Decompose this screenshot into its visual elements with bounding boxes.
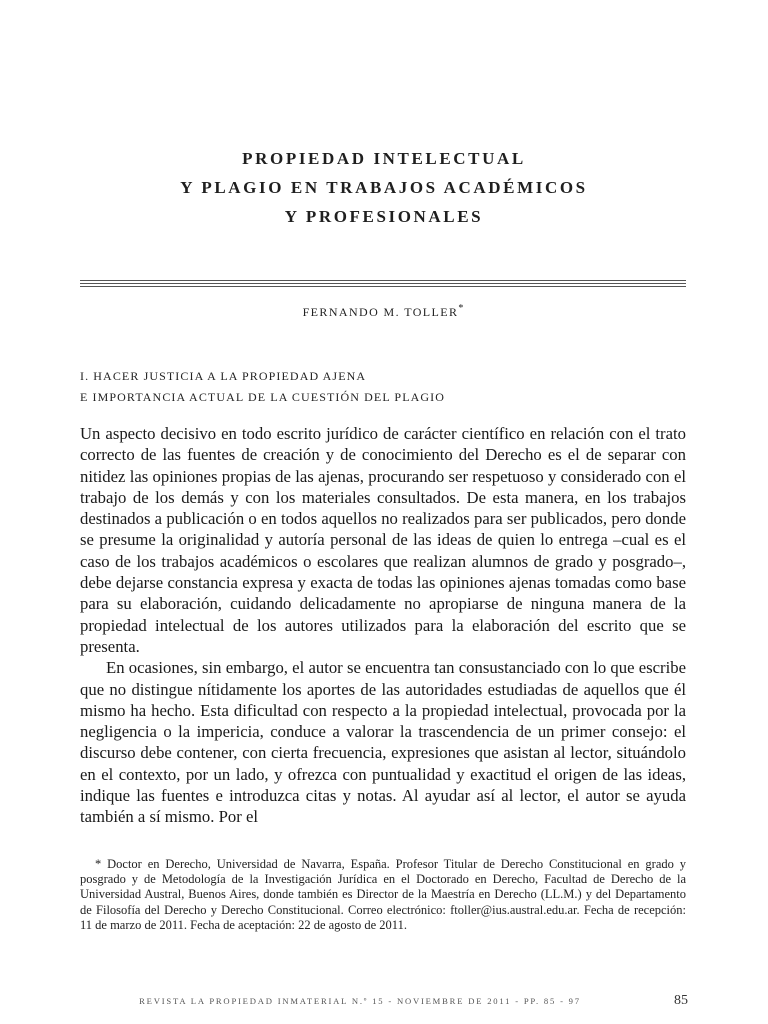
title-rule-1 [80, 280, 686, 281]
author-byline [80, 303, 686, 320]
title-line-1: PROPIEDAD INTELECTUAL [242, 149, 526, 168]
title-rule-2 [80, 283, 686, 284]
section-heading-line-2: E IMPORTANCIA ACTUAL DE LA CUESTIÓN DEL PLAGIO [80, 390, 446, 404]
running-footer: REVISTA LA PROPIEDAD INMATERIAL N.º 15 - NOVIEMBRE DE 2011 - PP. 85 - 97 [139, 996, 581, 1006]
footnote [80, 857, 686, 933]
section-heading [80, 366, 686, 408]
paragraph-2: En ocasiones, sin embargo, el autor se encuentra tan consustanciado con lo que escribe que no distingue nítidamente los aportes de las autoridades estudiadas de aquellos que él mismo ha hecho. Esta dificultad con respecto a la propiedad intelectual, provocada por la negligencia o la impericia, conduce a valorar la trascendencia de un primer consejo: el discurso debe contener, con cierta frecuencia, expresiones que asistan al lector, situándolo en el contexto, por un lado, y ofrezca con puntualidad y exactitud el origen de las ideas, indique las fuentes e introduzca citas y notas. Al ayudar así al lector, el autor se ayuda también a sí mismo. Por el [80, 658, 686, 827]
title-rule-3 [80, 286, 686, 287]
body-text [80, 423, 686, 828]
author-footnote-mark: * [458, 303, 464, 314]
author-name: FERNANDO M. TOLLER [302, 305, 459, 319]
footnote-text: * Doctor en Derecho, Universidad de Navarra, España. Profesor Titular de Derecho Constitucional en grado y posgrado y de Metodología de la Investigación Jurídica en el Doctorado en Derecho, Facultad de Derecho de la Universidad Austral, Buenos Aires, donde también es Director de la Maestría en Derecho (LL.M.) y del Departamento de Filosofía del Derecho y Derecho Constitucional. Correo electrónico: ftoller@ius.austral.edu.ar. Fecha de recepción: 11 de marzo de 2011. Fecha de aceptación: 22 de agosto de 2011. [80, 857, 686, 932]
title-line-2: Y PLAGIO EN TRABAJOS ACADÉMICOS [180, 178, 588, 197]
paragraph-1: Un aspecto decisivo en todo escrito jurídico de carácter científico en relación con el trato correcto de las fuentes de creación y de conocimiento del Derecho es el de separar con nitidez las opiniones propias de las ajenas, procurando ser respetuoso y considerado con el trabajo de los demás y con los materiales consultados. De esta manera, en los trabajos destinados a publicación o en todos aquellos no realizados para ser publicados, pero donde se presume la originalidad y autoría personal de las ideas de quien lo entrega –cual es el caso de los trabajos académicos o escolares que realizan alumnos de grado y posgrado–, debe dejarse constancia expresa y exacta de todas las opiniones ajenas tomadas como base para su elaboración, cuidando delicadamente no apropiarse de ninguna manera de la propiedad intelectual de los autores utilizados para la elaboración del escrito que se presenta. [80, 424, 686, 656]
title-line-3: Y PROFESIONALES [284, 207, 484, 226]
page-number: 85 [674, 993, 688, 1008]
section-heading-line-1: I. HACER JUSTICIA A LA PROPIEDAD AJENA [80, 369, 367, 383]
article-title [80, 144, 688, 231]
